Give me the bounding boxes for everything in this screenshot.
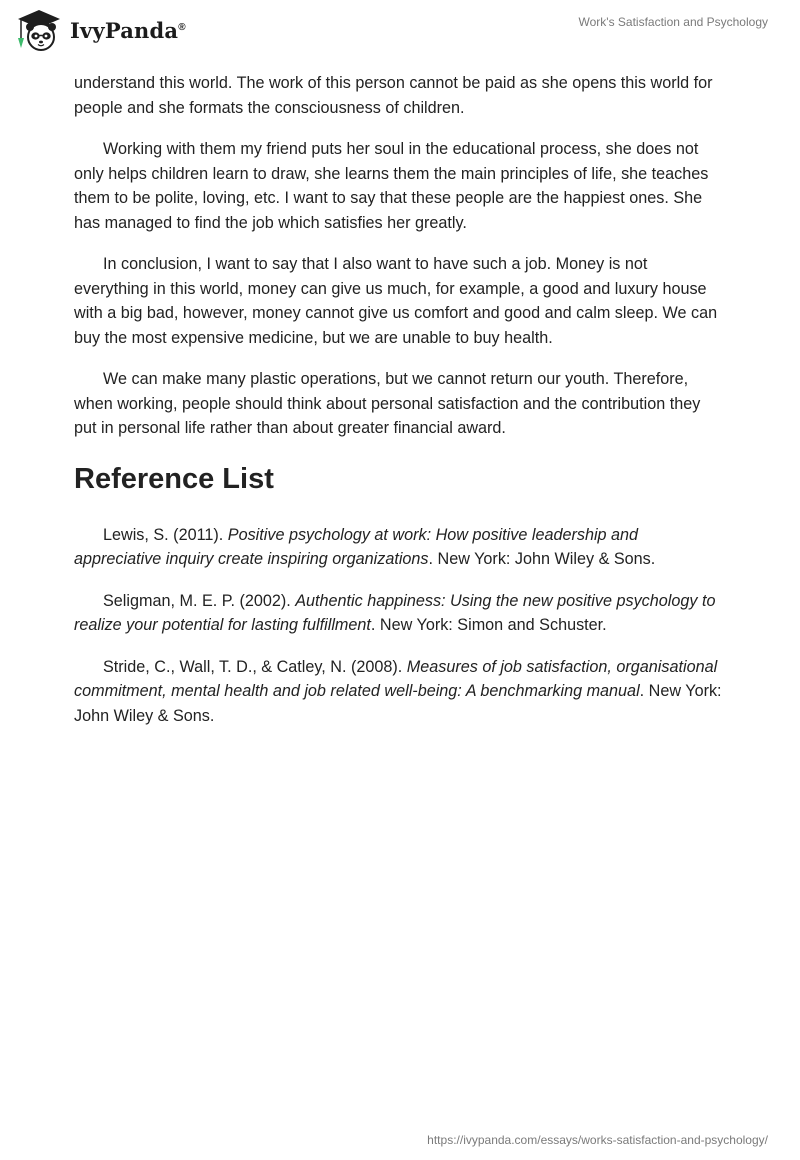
paragraph: understand this world. The work of this person cannot be paid as she opens this world for people and she formats the consciousness of children. (74, 74, 713, 117)
paragraph: We can make many plastic operations, but we cannot return our youth. Therefore, when working, people should think about personal satisfaction and the contribution they put in personal life rather than about greater financial award. (74, 370, 701, 437)
reference-author: Stride, C., Wall, T. D., & Catley, N. (2008). (103, 657, 407, 676)
document-title: Work's Satisfaction and Psychology (578, 15, 768, 29)
reference-publisher: . New York: John Wiley & Sons. (74, 682, 722, 725)
reference-title: Positive psychology at work: How positive leadership and appreciative inquiry create inspiring organizations (74, 525, 639, 568)
panda-logo-icon (14, 8, 64, 52)
paragraph: Working with them my friend puts her soul in the educational process, she does not only helps children learn to draw, she learns them the main principles of life, she teaches them to be polite, loving, etc. I want to say that these people are the happiest ones. She has managed to find the job which satisfies her greatly. (74, 140, 709, 232)
brand-logo[interactable] (14, 8, 186, 52)
reference-entry (74, 589, 726, 638)
source-url-link[interactable]: https://ivypanda.com/essays/works-satisfaction-and-psychology/ (427, 1133, 768, 1147)
reference-title: Authentic happiness: Using the new positive psychology to realize your potential for lasting fulfillment (74, 591, 716, 634)
reference-author: Lewis, S. (2011). (103, 525, 228, 544)
brand-name: IvyPanda® (70, 17, 186, 43)
essay-body (74, 71, 726, 745)
reference-entry (74, 523, 726, 572)
page-header (0, 0, 800, 70)
reference-publisher: . New York: John Wiley & Sons. (428, 550, 656, 568)
reference-list-heading: Reference List (74, 462, 274, 495)
reference-title: Measures of job satisfaction, organisational commitment, mental health and job related well-being: A benchmarking manual (74, 657, 718, 700)
registered-mark: ® (178, 21, 186, 33)
paragraph: In conclusion, I want to say that I also want to have such a job. Money is not everything in this world, money can give us much, for example, a good and luxury house with a big bad, however, money cannot give us comfort and good and calm sleep. We can buy the most expensive medicine, but we are unable to buy health. (74, 255, 718, 347)
reference-author: Seligman, M. E. P. (2002). (103, 591, 296, 610)
reference-publisher: . New York: Simon and Schuster. (370, 616, 607, 634)
reference-entry (74, 655, 726, 729)
